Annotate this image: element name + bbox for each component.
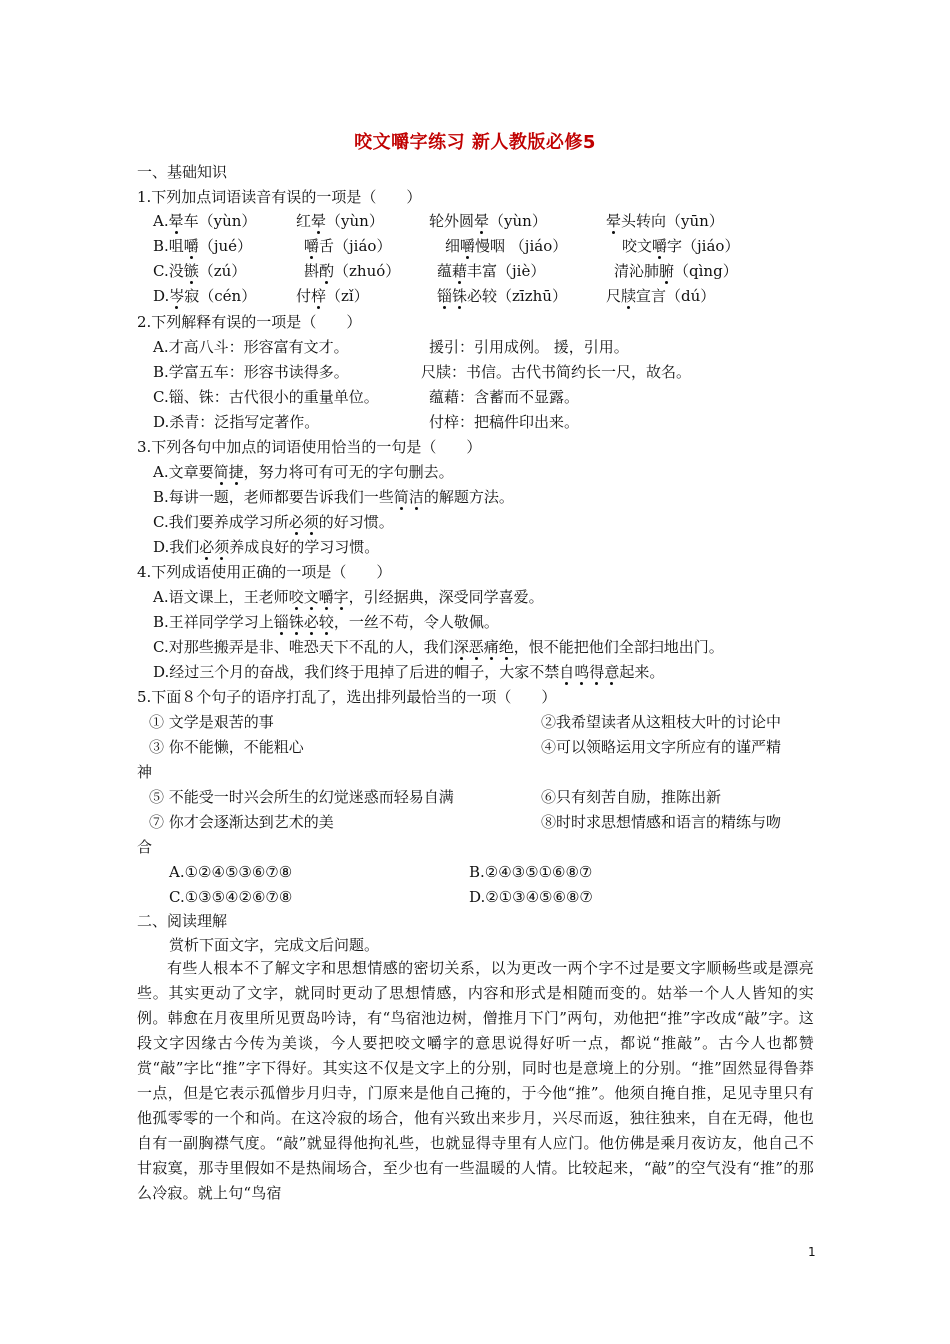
q1-d-2: 付梓（zǐ） [296, 287, 369, 305]
q1-d-4: 尺牍宣言（dú） [606, 287, 716, 305]
q1-b-4: 咬文嚼字（jiáo） [622, 237, 740, 255]
q5-sentence-4: ④可以领略运用文字所应有的谨严精 [541, 738, 782, 756]
q1-d-1: D.岑寂（cén） [153, 287, 257, 305]
q3-option-a: A.文章要简捷，努力将可有可无的字句删去。 [153, 463, 454, 481]
q5-sentence-8: ⑧时时求思想情感和语言的精练与吻 [541, 813, 782, 831]
q1-c-1: C.没镞（zú） [153, 262, 247, 280]
q5-sentence-5: ⑤ 不能受一时兴会所生的幻觉迷惑而轻易自满 [149, 788, 454, 806]
q1-c-2: 斟酌（zhuó） [304, 262, 401, 280]
q2-a-term: A.才高八斗：形容富有文才。 [153, 338, 349, 356]
q1-a-1: A.晕车（yùn） [153, 212, 257, 230]
question-1-stem: 1.下列加点词语读音有误的一项是（ ） [137, 188, 422, 206]
q3-option-d: D.我们必须养成良好的学习习惯。 [153, 538, 380, 556]
q5-option-b: B.②④③⑤①⑥⑧⑦ [469, 863, 593, 881]
q2-d-term: D.杀青：泛指写定著作。 [153, 413, 320, 431]
document-title: 咬文嚼字练习 新人教版必修5 [354, 132, 596, 153]
q1-d-3: 锱铢必较（zīzhū） [437, 287, 567, 305]
reading-passage: 有些人根本不了解文字和思想情感的密切关系，以为更改一两个字不过是要文字顺畅些或是漂亮些。其实更动了文字，就同时更动了思想情感，内容和形式是相随而变的。姑举一个人人皆知的实例。韩愈在月夜里所见贾岛吟诗，有“鸟宿池边树，僧推月下门”两句，劝他把“推”字改成“敲”字。这段文字因缘古今传为美谈，今人要把咬文嚼字的意思说得好听一点，都说“推敲”。古今人也都赞赏“敲”字比“推”字下得好。其实这不仅是文字上的分别，同时也是意境上的分别。“推”固然显得鲁莽一点，但是它表示孤僧步月归寺，门原来是他自己掩的，于今他“推”。他须自掩自推，足见寺里只有他孤零零的一个和尚。在这冷寂的场合，他有兴致出来步月，兴尽而返，独往独来，自在无碍，他也自有一副胸襟气度。“敲”就显得他拘礼些，也就显得寺里有人应门。他仿佛是乘月夜访友，他自己不甘寂寞，那寺里假如不是热闹场合，至少也有一些温暖的人情。比较起来，“敲”的空气没有“推”的那么冷寂。就上句“鸟宿 [137, 959, 814, 1202]
q1-row-b [153, 234, 833, 259]
q1-row-c [153, 259, 833, 284]
reading-instruction: 赏析下面文字，完成文后问题。 [169, 936, 380, 954]
q5-option-a: A.①②④⑤③⑥⑦⑧ [169, 863, 293, 881]
q5-option-c: C.①③⑤④②⑥⑦⑧ [169, 888, 293, 906]
q4-option-c: C.对那些搬弄是非、唯恐天下不乱的人，我们深恶痛绝，恨不能把他们全部扫地出门。 [153, 638, 724, 656]
q1-a-2: 红晕（yùn） [296, 212, 384, 230]
question-4-stem: 4.下列成语使用正确的一项是（ ） [137, 563, 392, 581]
q4-option-b: B.王祥同学学习上锱铢必较，一丝不苟，令人敬佩。 [153, 613, 499, 631]
q1-b-3: 细嚼慢咽 （jiáo） [445, 237, 568, 255]
q5-sentence-6: ⑥只有刻苦自励，推陈出新 [541, 788, 722, 806]
section-heading-reading: 二、阅读理解 [137, 912, 228, 930]
q1-row-a [153, 209, 833, 234]
q5-sentence-7: ⑦ 你才会逐渐达到艺术的美 [149, 813, 334, 831]
q2-d-word: 付梓：把稿件印出来。 [429, 413, 580, 431]
question-3-stem: 3.下列各句中加点的词语使用恰当的一句是（ ） [137, 438, 482, 456]
q5-sentence-4-cont: 神 [137, 763, 153, 781]
q1-row-d [153, 284, 833, 309]
q3-option-b: B.每讲一题，老师都要告诉我们一些简洁的解题方法。 [153, 488, 514, 506]
q2-b-word: 尺牍：书信。古代书简约长一尺，故名。 [421, 363, 692, 381]
q1-c-4: 清沁肺腑（qìng） [614, 262, 738, 280]
q4-option-a: A.语文课上，王老师咬文嚼字，引经据典，深受同学喜爱。 [153, 588, 544, 606]
q5-sentence-2: ②我希望读者从这粗枝大叶的讨论中 [541, 713, 782, 731]
q2-row-b [153, 360, 833, 385]
q1-b-1: B.咀嚼（jué） [153, 237, 253, 255]
q2-c-word: 蕴藉：含蓄而不显露。 [429, 388, 580, 406]
section-heading-basics: 一、基础知识 [137, 163, 228, 181]
q1-c-3: 蕴藉丰富（jiè） [437, 262, 546, 280]
q1-a-4: 晕头转向（yūn） [606, 212, 724, 230]
q5-option-d: D.②①③④⑤⑥⑧⑦ [469, 888, 593, 906]
q2-c-term: C.锱、铢：古代很小的重量单位。 [153, 388, 379, 406]
question-5-stem: 5.下面８个句子的语序打乱了，选出排列最恰当的一项（ ） [137, 688, 557, 706]
q5-sentence-8-cont: 合 [137, 838, 153, 856]
q1-a-3: 轮外圆晕（yùn） [429, 212, 547, 230]
question-2-stem: 2.下列解释有误的一项是（ ） [137, 313, 362, 331]
q5-sentence-3: ③ 你不能懒，不能粗心 [149, 738, 304, 756]
q4-option-d: D.经过三个月的奋战，我们终于甩掉了后进的帽子，大家不禁自鸣得意起来。 [153, 663, 665, 681]
q1-b-2: 嚼舌（jiáo） [304, 237, 392, 255]
q2-b-term: B.学富五车：形容书读得多。 [153, 363, 349, 381]
q5-sentence-1: ① 文学是艰苦的事 [149, 713, 274, 731]
page-number: 1 [808, 1245, 816, 1259]
q2-row-a [153, 335, 833, 360]
q2-row-d [153, 410, 833, 435]
q2-a-word: 援引：引用成例。 援，引用。 [429, 338, 629, 356]
q3-option-c: C.我们要养成学习所必须的好习惯。 [153, 513, 394, 531]
q2-row-c [153, 385, 833, 410]
